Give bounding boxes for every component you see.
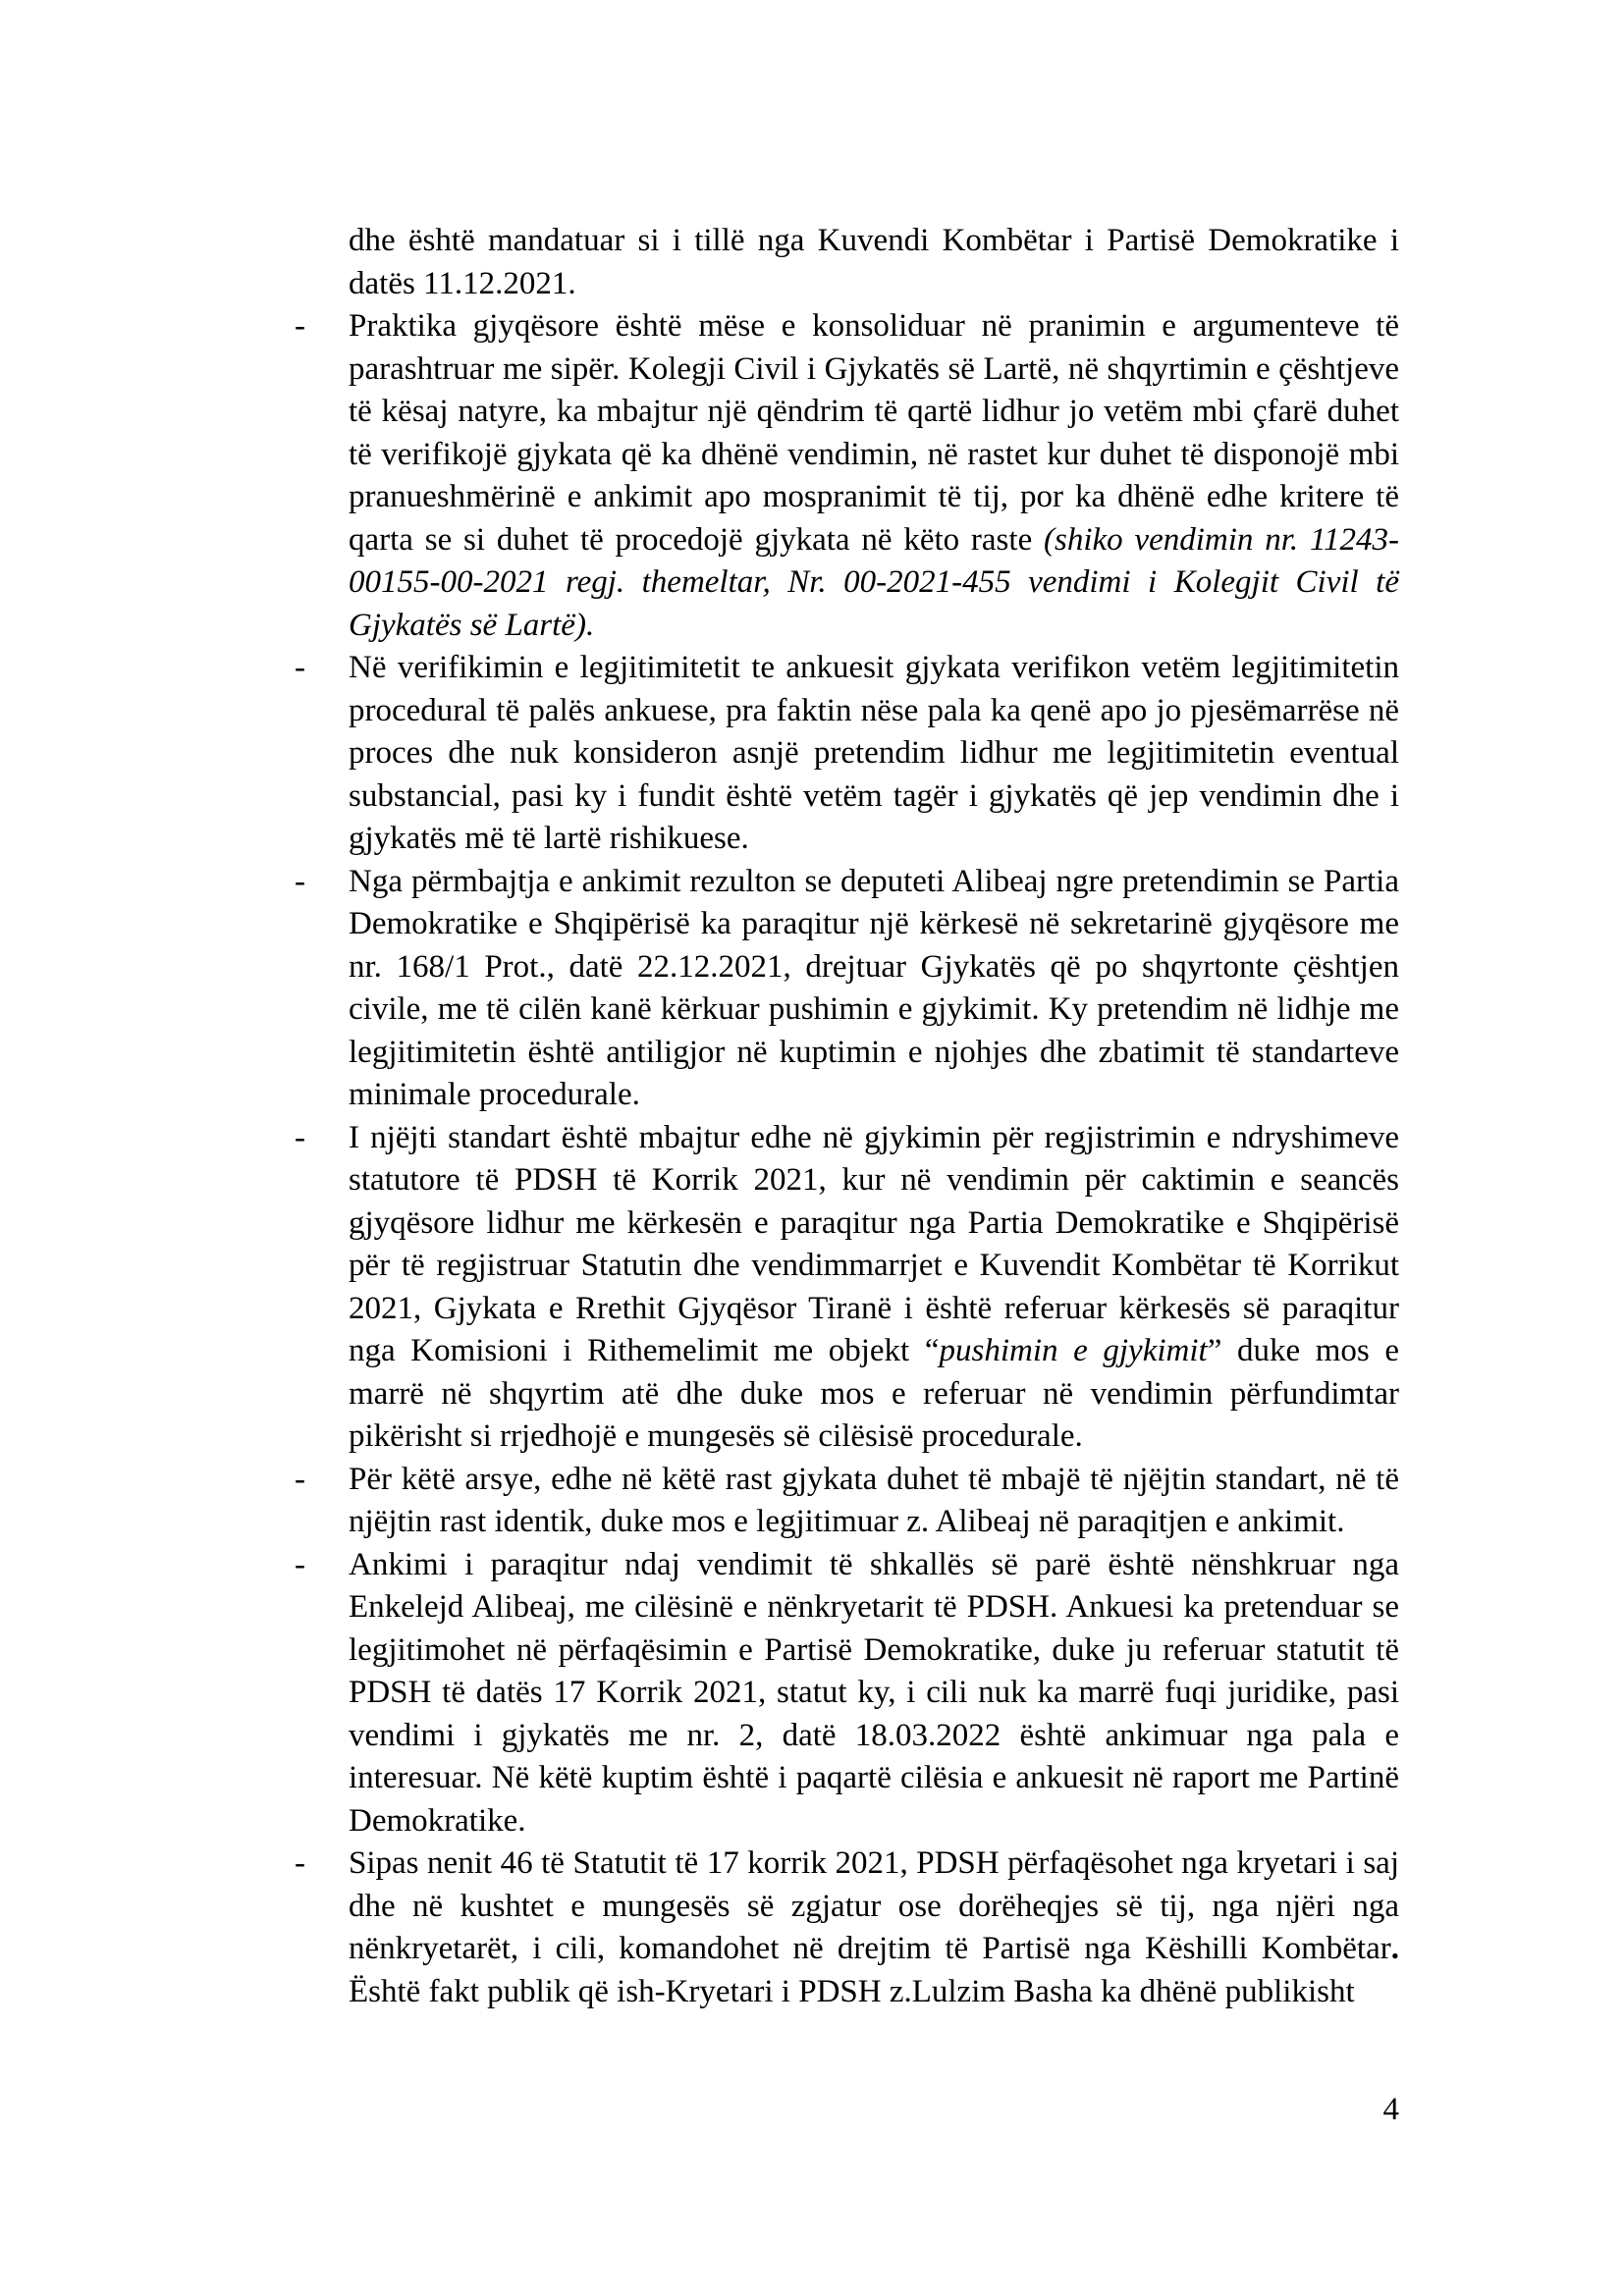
text-run: Sipas nenit 46 të Statutit të 17 korrik 2021, PDSH përfaqësohet nga kryetari i saj dhe në kushtet e mungesës së zgjatur ose dorëheqjes së tij, nga njëri nga nënkryetarët, i cili, komandohet në drejtim të Partisë nga Këshilli Kombëtar <box>349 1845 1399 1966</box>
text-run: Është fakt publik që ish-Kryetari i PDSH z.Lulzim Basha ka dhënë publikisht <box>349 1973 1355 2009</box>
text-run: ” duke mos e marrë në shqyrtim atë dhe duke mos e referuar në vendimin përfundimtar pikërisht si rrjedhojë e mungesës së cilësisë procedurale. <box>349 1333 1399 1454</box>
document-body <box>295 220 1399 2013</box>
text-run-italic-quote: pushimin e gjykimit <box>939 1333 1208 1368</box>
text-run: dhe është mandatuar si i tillë nga Kuvendi Kombëtar i Partisë Demokratike i datës 11.12.2021. <box>349 223 1399 301</box>
text-run: Nga përmbajtja e ankimit rezulton se deputeti Alibeaj ngre pretendimin se Partia Demokratike e Shqipërisë ka paraqitur një kërkesë në sekretarinë gjyqësore me nr. 168/1 Prot., datë 22.12.2021, drejtuar Gjykatës që po shqyrtonte çështjen civile, me të cilën kanë kërkuar pushimin e gjykimit. Ky pretendim në lidhje me legjitimitetin është antiligjor në kuptimin e njohjes dhe zbatimit të standarteve minimale procedurale. <box>349 863 1399 1112</box>
text-run: I njëjti standart është mbajtur edhe në gjykimin për regjistrimin e ndryshimeve statutore të PDSH të Korrik 2021, kur në vendimin për caktimin e seancës gjyqësore lidhur me kërkesën e paraqitur nga Partia Demokratike e Shqipërisë për të regjistruar Statutin dhe vendimmarrjet e Kuvendit Kombëtar të Korrikut 2021, Gjykata e Rrethit Gjyqësor Tiranë i është referuar kërkesës së paraqitur nga Komisioni i Rithemelimit me objekt “ <box>349 1119 1399 1368</box>
text-run-bold-period: . <box>1390 1931 1399 1966</box>
list-item <box>295 1117 1399 1459</box>
bullet-dash: - <box>295 1546 305 1582</box>
bullet-dash: - <box>295 308 305 344</box>
list-item <box>295 1842 1399 2013</box>
text-run: Për këtë arsye, edhe në këtë rast gjykata duhet të mbajë të njëjtin standart, në të njëjtin rast identik, duke mos e legjitimuar z. Alibeaj në paraqitjen e ankimit. <box>349 1461 1399 1539</box>
bullet-dash: - <box>295 1461 305 1497</box>
bullet-dash: - <box>295 863 305 899</box>
text-run: Në verifikimin e legjitimitetit te ankuesit gjykata verifikon vetëm legjitimitetin procedural të palës ankuese, pra faktin nëse pala ka qenë apo jo pjesëmarrëse në proces dhe nuk konsideron asnjë pretendim lidhur me legjitimitetin eventual substancial, pasi ky i fundit është vetëm tagër i gjykatës që jep vendimin dhe i gjykatës më të lartë rishikuese. <box>349 650 1399 856</box>
list-item <box>295 861 1399 1117</box>
text-run-italic-citation: (shiko vendimin nr. 11243-00155-00-2021 regj. themeltar, Nr. 00-2021-455 vendimi i Kolegjit Civil të Gjykatës së Lartë). <box>349 521 1399 643</box>
list-item <box>295 305 1399 647</box>
bullet-dash: - <box>295 1845 305 1881</box>
bullet-dash: - <box>295 1119 305 1155</box>
page-number: 4 <box>1382 2092 1399 2127</box>
list-item <box>295 1459 1399 1544</box>
text-run: Ankimi i paraqitur ndaj vendimit të shkallës së parë është nënshkruar nga Enkelejd Alibeaj, me cilësinë e nënkryetarit të PDSH. Ankuesi ka pretenduar se legjitimohet në përfaqësimin e Partisë Demokratike, duke ju referuar statutit të PDSH të datës 17 Korrik 2021, statut ky, i cili nuk ka marrë fuqi juridike, pasi vendimi i gjykatës me nr. 2, datë 18.03.2022 është ankimuar nga pala e interesuar. Në këtë kuptim është i paqartë cilësia e ankuesit në raport me Partinë Demokratike. <box>349 1546 1399 1839</box>
list-item <box>295 1544 1399 1843</box>
bullet-dash: - <box>295 650 305 685</box>
list-item-continuation <box>349 220 1399 305</box>
text-run: Praktika gjyqësore është mëse e konsoliduar në pranimin e argumenteve të parashtruar me sipër. Kolegji Civil i Gjykatës së Lartë, në shqyrtimin e çështjeve të kësaj natyre, ka mbajtur një qëndrim të qartë lidhur jo vetëm mbi çfarë duhet të verifikojë gjykata që ka dhënë vendimin, në rastet kur duhet të disponojë mbi pranueshmërinë e ankimit apo mospranimit të tij, por ka dhënë edhe kritere të qarta se si duhet të procedojë gjykata në këto raste <box>349 308 1399 558</box>
list-item <box>295 647 1399 861</box>
